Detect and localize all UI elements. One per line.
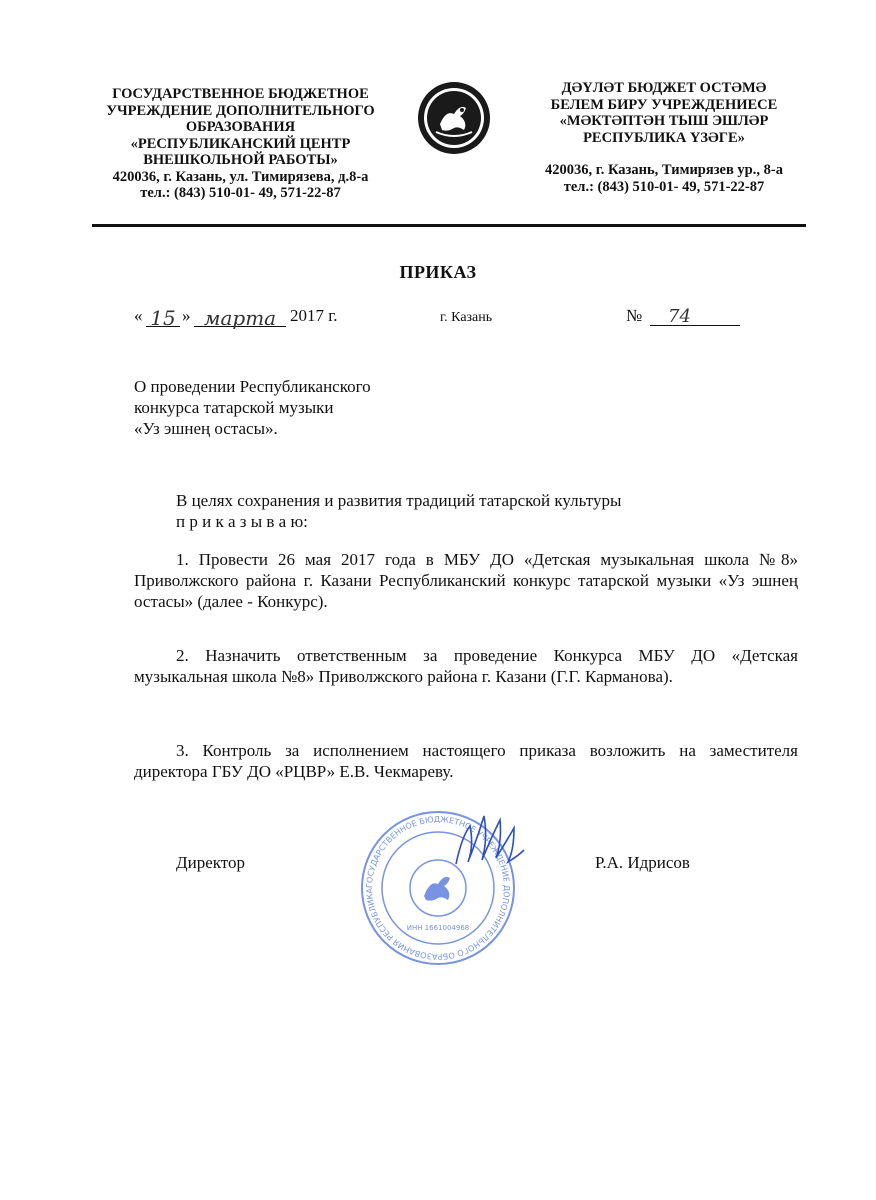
stamp-inn: ИНН 1661004968 xyxy=(406,924,470,932)
order-month: марта xyxy=(194,306,286,327)
signatory-name: Р.А. Идрисов xyxy=(595,853,690,872)
header-divider xyxy=(92,224,806,227)
intro-paragraph xyxy=(134,490,798,532)
tatarstan-emblem-icon xyxy=(416,80,492,156)
order-day: 15 xyxy=(146,306,180,327)
header-left-line: «РЕСПУБЛИКАНСКИЙ ЦЕНТР xyxy=(130,135,351,152)
header-right-block xyxy=(518,80,810,195)
header-right-line: ДӘҮЛӘТ БЮДЖЕТ ОСТӘМӘ xyxy=(561,80,767,96)
header-right-address: 420036, г. Казань, Тимирязев ур., 8-а xyxy=(545,162,783,178)
header-right-line: РЕСПУБЛИКА ҮЗӘГЕ» xyxy=(583,129,745,146)
header-left-line: ОБРАЗОВАНИЯ xyxy=(185,119,296,135)
signatory-title: Директор xyxy=(176,853,245,872)
order-city: г. Казань xyxy=(440,310,493,325)
header-left-line: ГОСУДАРСТВЕННОЕ БЮДЖЕТНОЕ xyxy=(112,86,369,102)
header-right-line: «МӘКТӘПТӘН ТЫШ ЭШЛӘР xyxy=(559,113,769,129)
header-left-line: УЧРЕЖДЕНИЕ ДОПОЛНИТЕЛЬНОГО xyxy=(106,102,375,119)
header-right-line: БЕЛЕМ БИРУ УЧРЕЖДЕНИЕСЕ xyxy=(550,96,778,113)
order-number-label: № xyxy=(626,306,643,325)
decree-word: п р и к а з ы в а ю: xyxy=(176,512,308,531)
subject-line: конкурса татарской музыки xyxy=(134,398,334,417)
subject-line: «Уз эшнең остасы». xyxy=(134,419,278,438)
header-left-block xyxy=(88,86,393,202)
header-left-address: 420036, г. Казань, ул. Тимирязева, д.8-а xyxy=(112,168,369,185)
order-item-3: 3. Контроль за исполнением настоящего приказа возложить на заместителя директора ГБУ ДО «РЦВР» Е.В. Чекмареву. xyxy=(134,741,798,781)
stamp-ring-text: ГОСУДАРСТВЕННОЕ БЮДЖЕТНОЕ УЧРЕЖДЕНИЕ ДОПОЛНИТЕЛЬНОГО ОБРАЗОВАНИЯ РЕСПУБЛИКА xyxy=(364,814,512,962)
subject-line: О проведении Республиканского xyxy=(134,377,371,396)
order-item-1: 1. Провести 26 мая 2017 года в МБУ ДО «Детская музыкальная школа №8» Приволжского района г. Казани Республиканский конкурс татарской музыки «Уз эшнең остасы» (далее - Конкурс). xyxy=(134,550,798,611)
header-right-phone: тел.: (843) 510-01- 49, 571-22-87 xyxy=(563,178,765,195)
date-quote-close: » xyxy=(182,306,191,325)
order-item-2: 2. Назначить ответственным за проведение Конкурса МБУ ДО «Детская музыкальная школа №8» Приволжского района г. Казани (Г.Г. Карманова). xyxy=(134,646,798,686)
header-left-line: ВНЕШКОЛЬНОЙ РАБОТЫ» xyxy=(143,152,338,168)
handwritten-signature xyxy=(448,806,528,876)
order-title: ПРИКАЗ xyxy=(399,262,477,282)
header-left-phone: тел.: (843) 510-01- 49, 571-22-87 xyxy=(140,185,341,201)
intro-text: В целях сохранения и развития традиций татарской культуры xyxy=(176,491,622,510)
date-quote-open: « xyxy=(134,306,143,325)
order-number: 74 xyxy=(650,306,740,326)
order-year: 2017 г. xyxy=(290,306,338,325)
order-subject xyxy=(134,376,371,439)
